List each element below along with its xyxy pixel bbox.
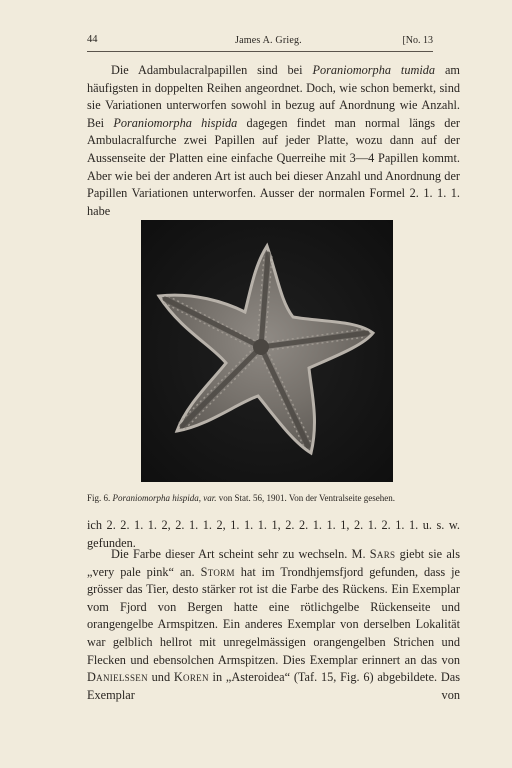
species-name-tumida: Poraniomorpha tumida xyxy=(312,63,436,77)
author-koren: Koren xyxy=(173,670,209,685)
page-number: 44 xyxy=(87,34,98,45)
author-sars: Sars xyxy=(369,547,396,561)
p3-part3: hat im Trondhjemsfjord gefunden, dass je grösser das Tier, desto stärker rot ist die Farbe des Rückens. Ein Exemplar vom Fjord von Bergen hatte eine rötlichgelbe Rückenseite und orangengelbe Armspitzen. Ein anderes Exemplar von derselben Lokalität war gelblich hellrot mit unregelmässigen orangengelben Strichen und Flecken und ebensolchen Armspitzen. Dies Exemplar erinnert an das von xyxy=(87,564,460,667)
paragraph-adambulacral xyxy=(87,62,460,220)
paragraph-1-text xyxy=(87,62,460,220)
running-header xyxy=(87,32,433,50)
issue-number: [No. 13 xyxy=(402,35,433,46)
p1-part3: dagegen findet man normal längs der Ambulacralfurche zwei Papillen auf jeder Platte, wozu dann auf der Aussenseite der Platten eine einfache Querreihe mit 3—4 Papillen kommt. Aber wie bei der anderen Art ist auch bei dieser Anzahl und Anordnung der Papillen Variationen unterworfen. Ausser der normalen Formel 2. 1. 1. 1. habe xyxy=(87,115,460,218)
figure-photo-starfish xyxy=(141,220,393,482)
caption-label: Fig. 6. xyxy=(87,493,113,503)
header-rule xyxy=(87,51,433,52)
figure-caption xyxy=(87,492,460,504)
paragraph-3-text xyxy=(87,546,460,704)
running-author: James A. Grieg. xyxy=(235,35,302,46)
species-name-hispida: Poraniomorpha hispida xyxy=(113,115,238,130)
author-storm: Storm xyxy=(200,564,235,579)
p3-part4: und xyxy=(147,670,174,685)
p1-part1: Die Adambulacralpapillen sind bei xyxy=(111,63,313,77)
p1-part2: am häufigsten in doppelten Reihen angeordnet. Doch, wie schon bemerkt, sind sie Variationen unterworfen sowohl in bezug auf Anordnung wie Anzahl. Bei xyxy=(87,63,460,130)
paragraph-2-text: ich 2. 2. 1. 1. 2, 2. 1. 1. 2, 1. 1. 1. 1, 2. 2. 1. 1. 1, 2. 1. 2. 1. 1. u. s. w. gefunden. xyxy=(87,518,460,550)
starfish-image xyxy=(141,220,393,482)
p3-part2: giebt sie als „very pale pink“ an. xyxy=(87,547,460,579)
caption-rest: von Stat. 56, 1901. Von der Ventralseite gesehen. xyxy=(216,493,396,503)
author-danielssen: Danielssen xyxy=(87,670,148,685)
p3-part1: Die Farbe dieser Art scheint sehr zu wechseln. M. xyxy=(111,547,370,561)
p3-part5: in „Asteroidea“ (Taf. 15, Fig. 6) abgebildete. Das Exemplar von xyxy=(87,670,460,702)
paragraph-colour xyxy=(87,546,460,704)
caption-species: Poraniomorpha hispida, var. xyxy=(112,493,217,503)
